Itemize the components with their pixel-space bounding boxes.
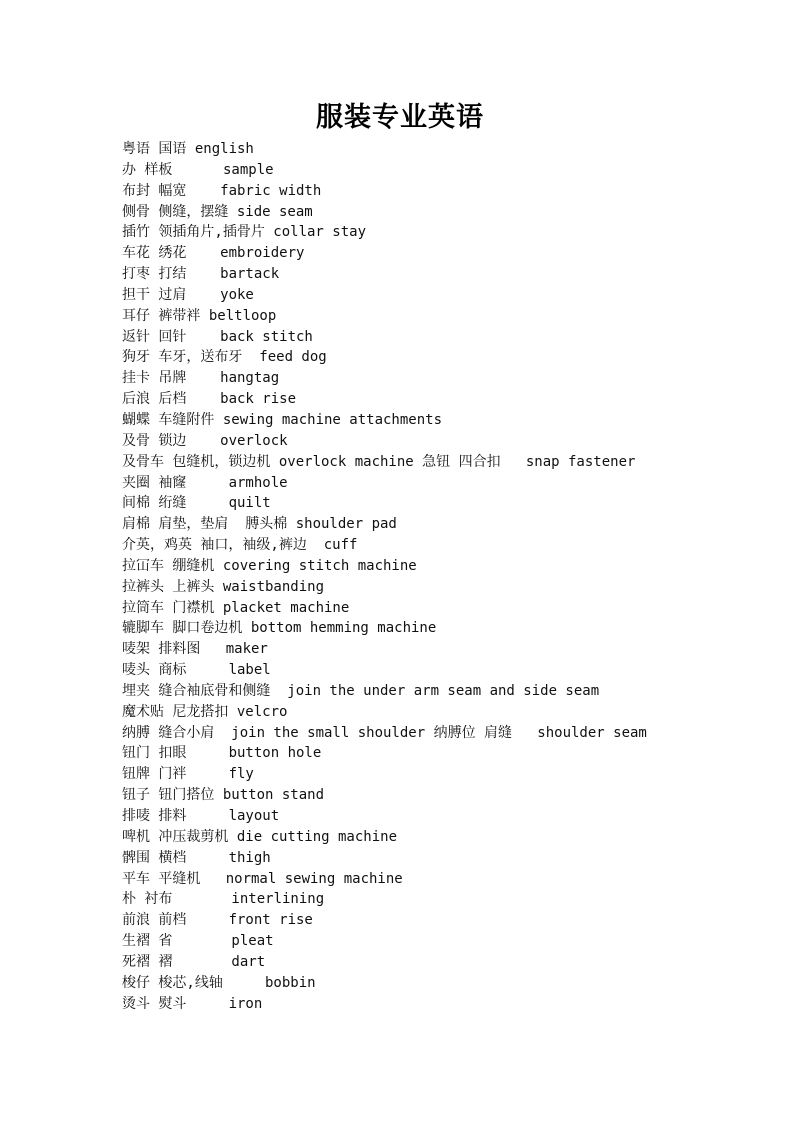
term-line: 辘脚车 脚口卷边机 bottom hemming machine xyxy=(122,620,437,637)
term-line: 钮门 扣眼 button hole xyxy=(122,745,322,762)
term-line: 耳仔 裤带袢 beltloop xyxy=(122,307,277,324)
term-line: 平车 平缝机 normal sewing machine xyxy=(122,870,403,887)
term-line: 返针 回针 back stitch xyxy=(122,328,313,345)
term-line: 后浪 后档 back rise xyxy=(122,391,297,408)
term-line: 拉冚车 绷缝机 covering stitch machine xyxy=(122,557,417,574)
term-line: 唛架 排料图 maker xyxy=(122,641,268,658)
term-line: 及骨车 包缝机，锁边机 overlock machine 急钮 四合扣 snap fastener xyxy=(122,453,636,470)
term-line: 髀围 横档 thigh xyxy=(122,849,271,866)
term-line: 挂卡 吊牌 hangtag xyxy=(122,370,280,387)
term-line: 肩棉 肩垫，垫肩 膊头棉 shoulder pad xyxy=(122,516,397,533)
term-line: 粤语 国语 english xyxy=(122,141,254,157)
term-line: 烫斗 熨斗 iron xyxy=(122,995,263,1012)
term-line: 担干 过肩 yoke xyxy=(122,286,254,303)
term-line: 生褶 省 pleat xyxy=(122,933,274,950)
term-line: 拉筒车 门襟机 placket machine xyxy=(122,599,350,616)
term-line: 前浪 前档 front rise xyxy=(122,912,313,929)
term-line: 钮牌 门袢 fly xyxy=(122,766,254,783)
term-line: 夹圈 袖窿 armhole xyxy=(122,474,288,491)
term-line: 侧骨 侧缝，摆缝 side seam xyxy=(122,203,313,220)
term-line: 打枣 打结 bartack xyxy=(122,266,280,283)
term-line: 间棉 绗缝 quilt xyxy=(122,495,271,512)
term-line: 拉裤头 上裤头 waistbanding xyxy=(122,578,325,595)
term-line: 介英，鸡英 袖口，袖级,裤边 cuff xyxy=(122,537,358,554)
term-line: 死褶 褶 dart xyxy=(122,953,266,970)
term-line: 狗牙 车牙，送布牙 feed dog xyxy=(122,349,327,366)
term-line: 唛头 商标 label xyxy=(122,662,271,679)
term-list xyxy=(122,139,682,1014)
term-line: 车花 绣花 embroidery xyxy=(122,245,305,262)
term-line: 魔术贴 尼龙搭扣 velcro xyxy=(122,703,288,720)
term-line: 啤机 冲压裁剪机 die cutting machine xyxy=(122,828,398,845)
term-line: 插竹 领插角片,插骨片 collar stay xyxy=(122,224,367,241)
term-line: 布封 幅宽 fabric width xyxy=(122,182,322,199)
term-line: 排唛 排料 layout xyxy=(122,808,280,824)
term-line: 纳膊 缝合小肩 join the small shoulder 纳膊位 肩缝 shoulder seam xyxy=(122,724,647,741)
term-line: 埋夹 缝合袖底骨和侧缝 join the under arm seam and side seam xyxy=(122,682,600,699)
term-line: 及骨 锁边 overlock xyxy=(122,432,288,449)
term-line: 办 样板 sample xyxy=(122,161,274,178)
term-line: 朴 衬布 interlining xyxy=(122,891,325,908)
term-line: 钮子 钮门搭位 button stand xyxy=(122,787,325,804)
term-line: 梭仔 梭芯,线轴 bobbin xyxy=(122,974,316,991)
page-title: 服装专业英语 xyxy=(316,102,484,133)
term-line: 蝴蝶 车缝附件 sewing machine attachments xyxy=(122,411,443,428)
